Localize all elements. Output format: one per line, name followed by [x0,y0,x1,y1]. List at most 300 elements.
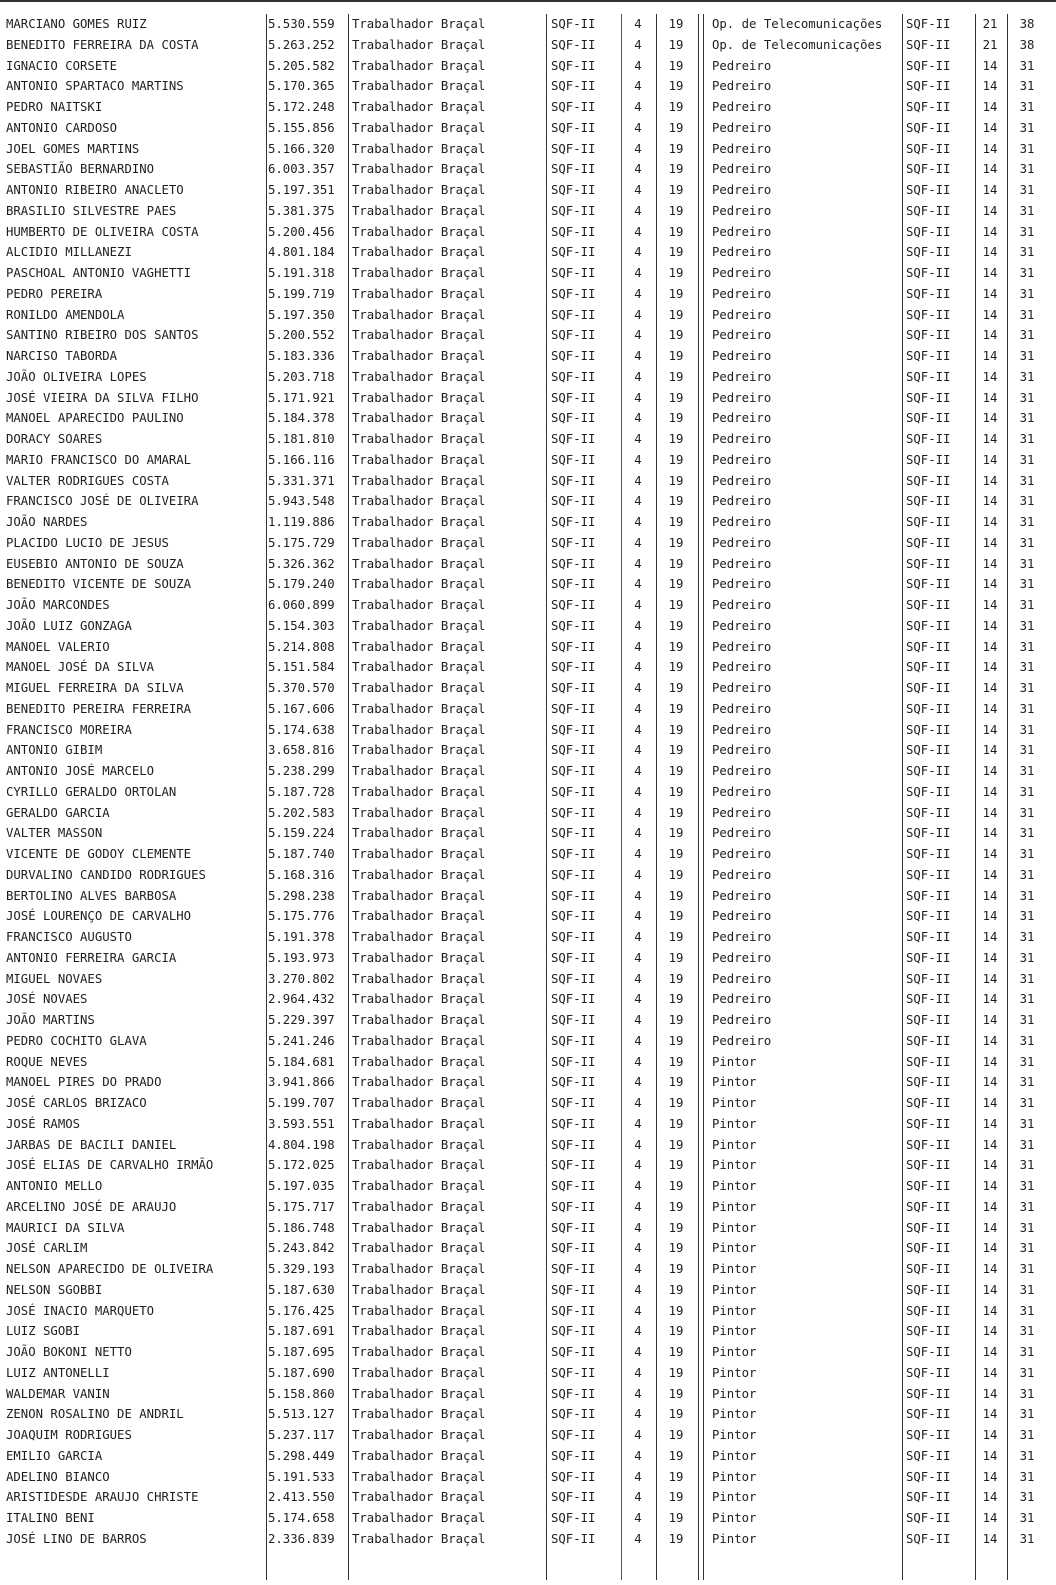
current-grade: 19 [668,950,684,965]
new-reference: 14 [982,79,998,94]
new-reference: 14 [982,1116,998,1131]
new-reference: 14 [982,1386,998,1401]
new-grade: 31 [1019,432,1035,446]
employee-name: NELSON SGOBBI [6,1282,103,1297]
registration-number: 5.174.638 [268,722,335,737]
new-reference: 14 [982,1179,998,1193]
employee-name: JOSÉ INACIO MARQUETO [6,1303,155,1318]
registration-number: 5.184.378 [268,411,335,426]
employee-name: JOÃO NARDES [6,515,88,529]
new-reference: 14 [982,432,998,446]
table-row [0,989,1056,1010]
new-reference: 14 [982,577,998,592]
new-grade: 31 [1019,701,1035,716]
new-reference: 14 [982,1262,998,1276]
current-grade: 19 [668,1324,684,1339]
current-grade: 19 [668,224,684,239]
employee-name: CYRILLO GERALDO ORTOLAN [6,784,177,799]
table-row [0,1238,1056,1259]
new-grade: 31 [1019,1324,1035,1339]
current-grade: 19 [668,805,684,820]
current-position: Trabalhador Braçal [352,930,486,944]
current-reference: 4 [634,100,642,114]
employee-name: FRANCISCO MOREIRA [6,722,132,737]
new-grade: 31 [1019,328,1035,343]
table-row [0,388,1056,409]
new-table: SQF-II [906,826,951,841]
new-reference: 14 [982,494,998,509]
new-grade: 31 [1019,867,1035,882]
employee-name: MAURICI DA SILVA [6,1220,125,1235]
current-grade: 19 [668,1469,684,1484]
registration-number: 5.151.584 [268,660,335,675]
new-position: Pedreiro [712,120,772,135]
new-position: Pedreiro [712,598,772,612]
current-position: Trabalhador Braçal [352,473,486,488]
new-reference: 14 [982,681,998,695]
current-grade: 19 [668,203,684,218]
new-position: Pedreiro [712,349,772,363]
current-grade: 19 [668,245,684,260]
column-rule [698,14,699,1580]
current-reference: 4 [634,58,642,73]
new-grade: 31 [1019,1407,1035,1422]
new-reference: 14 [982,722,998,737]
current-reference: 4 [634,432,642,446]
current-table: SQF-II [551,1054,596,1069]
employee-name: PEDRO PEREIRA [6,286,103,301]
new-grade: 31 [1019,1262,1035,1276]
registration-number: 5.193.973 [268,950,335,965]
current-reference: 4 [634,1365,642,1380]
current-reference: 4 [634,328,642,343]
new-table: SQF-II [906,618,951,633]
new-grade: 31 [1019,58,1035,73]
current-grade: 19 [668,120,684,135]
current-reference: 4 [634,494,642,509]
table-row [0,1384,1056,1405]
employee-name: MANOEL JOSÉ DA SILVA [6,660,155,675]
current-reference: 4 [634,784,642,799]
current-reference: 4 [634,867,642,882]
table-row [0,1487,1056,1508]
current-reference: 4 [634,847,642,861]
current-grade: 19 [668,473,684,488]
current-table: SQF-II [551,764,596,778]
current-grade: 19 [668,1137,684,1152]
current-grade: 19 [668,1365,684,1380]
current-reference: 4 [634,266,642,280]
employee-name: ADELINO BIANCO [6,1469,110,1484]
new-position: Pedreiro [712,266,772,280]
table-row [0,284,1056,305]
employee-name: ANTONIO JOSÉ MARCELO [6,764,155,778]
new-table: SQF-II [906,494,951,509]
registration-number: 5.298.449 [268,1448,335,1463]
registration-number: 5.187.728 [268,784,335,799]
new-grade: 31 [1019,1241,1035,1256]
current-reference: 4 [634,1324,642,1339]
employee-name: FRANCISCO JOSÉ DE OLIVEIRA [6,494,199,509]
new-position: Pintor [712,1365,757,1380]
new-position: Pedreiro [712,183,772,197]
new-grade: 31 [1019,1448,1035,1463]
new-table: SQF-II [906,1469,951,1484]
current-reference: 4 [634,660,642,675]
current-reference: 4 [634,577,642,592]
new-grade: 31 [1019,1490,1035,1505]
current-position: Trabalhador Braçal [352,1511,486,1525]
new-grade: 31 [1019,1511,1035,1525]
table-row [0,1467,1056,1488]
new-grade: 31 [1019,1199,1035,1214]
new-position: Pedreiro [712,307,772,322]
table-row [0,1072,1056,1093]
current-grade: 19 [668,1490,684,1505]
current-position: Trabalhador Braçal [352,1469,486,1484]
employee-name: JOSÉ CARLIM [6,1241,88,1256]
new-position: Pedreiro [712,286,772,301]
new-table: SQF-II [906,369,951,384]
table-row [0,1280,1056,1301]
new-grade: 38 [1019,37,1035,52]
new-position: Pedreiro [712,494,772,509]
new-grade: 31 [1019,1282,1035,1297]
registration-number: 4.801.184 [268,245,335,260]
employee-name: MANOEL VALERIO [6,639,110,654]
employee-name: HUMBERTO DE OLIVEIRA COSTA [6,224,199,239]
current-reference: 4 [634,411,642,426]
current-table: SQF-II [551,266,596,280]
new-table: SQF-II [906,120,951,135]
current-table: SQF-II [551,1448,596,1463]
table-row [0,699,1056,720]
table-row [0,1425,1056,1446]
current-reference: 4 [634,1075,642,1090]
new-grade: 31 [1019,452,1035,467]
new-grade: 31 [1019,535,1035,550]
new-position: Pintor [712,1075,757,1090]
new-position: Pintor [712,1469,757,1484]
current-table: SQF-II [551,1531,596,1546]
table-row [0,1093,1056,1114]
current-position: Trabalhador Braçal [352,266,486,280]
current-position: Trabalhador Braçal [352,950,486,965]
column-rule [1007,14,1008,1580]
current-grade: 19 [668,1448,684,1463]
current-table: SQF-II [551,37,596,52]
new-table: SQF-II [906,1428,951,1442]
new-grade: 31 [1019,1075,1035,1090]
current-table: SQF-II [551,867,596,882]
new-grade: 31 [1019,764,1035,778]
new-grade: 31 [1019,307,1035,322]
new-position: Pedreiro [712,805,772,820]
current-grade: 19 [668,369,684,384]
current-reference: 4 [634,224,642,239]
registration-number: 5.199.719 [268,286,335,301]
new-grade: 31 [1019,79,1035,94]
new-grade: 31 [1019,847,1035,861]
new-table: SQF-II [906,473,951,488]
registration-number: 5.174.658 [268,1511,335,1525]
current-position: Trabalhador Braçal [352,1241,486,1256]
current-table: SQF-II [551,971,596,986]
new-position: Pedreiro [712,639,772,654]
new-position: Pedreiro [712,390,772,405]
registration-number: 5.187.630 [268,1282,335,1297]
current-table: SQF-II [551,369,596,384]
registration-number: 5.183.336 [268,349,335,363]
new-position: Pedreiro [712,556,772,571]
registration-number: 5.187.740 [268,847,335,861]
new-reference: 14 [982,452,998,467]
new-table: SQF-II [906,100,951,114]
new-reference: 14 [982,1075,998,1090]
new-position: Pintor [712,1241,757,1256]
current-grade: 19 [668,971,684,986]
new-table: SQF-II [906,17,951,31]
registration-number: 5.191.318 [268,266,335,280]
current-grade: 19 [668,79,684,94]
registration-number: 5.168.316 [268,867,335,882]
new-table: SQF-II [906,1096,951,1110]
table-row [0,1529,1056,1550]
new-position: Pedreiro [712,577,772,592]
new-position: Pedreiro [712,847,772,861]
new-position: Pintor [712,1096,757,1110]
new-grade: 31 [1019,992,1035,1007]
new-grade: 31 [1019,494,1035,509]
column-rule [266,14,267,1580]
table-row [0,1176,1056,1197]
current-table: SQF-II [551,1469,596,1484]
current-grade: 19 [668,577,684,592]
registration-number: 5.530.559 [268,17,335,31]
current-reference: 4 [634,681,642,695]
employee-name: ANTONIO MELLO [6,1179,103,1193]
new-grade: 31 [1019,909,1035,924]
new-table: SQF-II [906,909,951,924]
new-table: SQF-II [906,1054,951,1069]
current-table: SQF-II [551,1365,596,1380]
table-row [0,1363,1056,1384]
registration-number: 5.200.456 [268,224,335,239]
new-reference: 14 [982,556,998,571]
current-reference: 4 [634,971,642,986]
table-row [0,720,1056,741]
current-position: Trabalhador Braçal [352,100,486,114]
new-reference: 14 [982,328,998,343]
new-grade: 31 [1019,598,1035,612]
registration-number: 2.413.550 [268,1490,335,1505]
new-reference: 14 [982,369,998,384]
current-reference: 4 [634,1345,642,1359]
employee-name: JARBAS DE BACILI DANIEL [6,1137,177,1152]
top-rule [0,0,1056,6]
table-row [0,657,1056,678]
new-reference: 14 [982,847,998,861]
new-table: SQF-II [906,1033,951,1048]
registration-number: 5.238.299 [268,764,335,778]
table-row [0,1301,1056,1322]
current-grade: 19 [668,909,684,924]
current-position: Trabalhador Braçal [352,390,486,405]
registration-number: 5.229.397 [268,1013,335,1027]
current-grade: 19 [668,867,684,882]
current-grade: 19 [668,1386,684,1401]
current-grade: 19 [668,1407,684,1422]
new-position: Pedreiro [712,701,772,716]
current-reference: 4 [634,1054,642,1069]
current-position: Trabalhador Braçal [352,971,486,986]
current-reference: 4 [634,701,642,716]
current-reference: 4 [634,1013,642,1027]
current-table: SQF-II [551,1013,596,1027]
employee-name: ANTONIO RIBEIRO ANACLETO [6,183,184,197]
table-row [0,305,1056,326]
current-position: Trabalhador Braçal [352,349,486,363]
new-position: Pintor [712,1199,757,1214]
new-position: Pintor [712,1282,757,1297]
current-position: Trabalhador Braçal [352,909,486,924]
new-table: SQF-II [906,515,951,529]
current-grade: 19 [668,660,684,675]
current-position: Trabalhador Braçal [352,1054,486,1069]
new-reference: 14 [982,1365,998,1380]
current-position: Trabalhador Braçal [352,681,486,695]
table-row [0,222,1056,243]
employee-name: RONILDO AMENDOLA [6,307,125,322]
current-table: SQF-II [551,183,596,197]
registration-number: 5.200.552 [268,328,335,343]
current-table: SQF-II [551,1033,596,1048]
new-reference: 14 [982,245,998,260]
current-grade: 19 [668,535,684,550]
current-position: Trabalhador Braçal [352,1386,486,1401]
current-grade: 19 [668,452,684,467]
new-reference: 14 [982,618,998,633]
current-grade: 19 [668,266,684,280]
employee-name: SANTINO RIBEIRO DOS SANTOS [6,328,199,343]
registration-number: 5.237.117 [268,1428,335,1442]
new-reference: 14 [982,1469,998,1484]
table-row [0,637,1056,658]
current-table: SQF-II [551,556,596,571]
new-reference: 14 [982,867,998,882]
current-position: Trabalhador Braçal [352,1158,486,1173]
current-reference: 4 [634,369,642,384]
registration-number: 4.804.198 [268,1137,335,1152]
current-table: SQF-II [551,805,596,820]
registration-number: 3.658.816 [268,743,335,758]
employee-name: DURVALINO CANDIDO RODRIGUES [6,867,206,882]
new-reference: 14 [982,888,998,903]
current-table: SQF-II [551,494,596,509]
new-reference: 14 [982,598,998,612]
current-reference: 4 [634,37,642,52]
current-reference: 4 [634,743,642,758]
current-grade: 19 [668,37,684,52]
current-grade: 19 [668,17,684,31]
current-grade: 19 [668,1199,684,1214]
current-position: Trabalhador Braçal [352,1220,486,1235]
new-reference: 14 [982,1490,998,1505]
employee-name: MANOEL PIRES DO PRADO [6,1075,162,1090]
current-reference: 4 [634,1220,642,1235]
table-row [0,948,1056,969]
employee-name: JOEL GOMES MARTINS [6,141,140,156]
current-reference: 4 [634,535,642,550]
new-reference: 14 [982,1096,998,1110]
employee-name: ITALINO BENI [6,1511,95,1525]
current-table: SQF-II [551,992,596,1007]
registration-number: 5.172.248 [268,100,335,114]
registration-number: 5.187.695 [268,1345,335,1359]
registration-number: 5.205.582 [268,58,335,73]
table-row [0,1052,1056,1073]
new-position: Pedreiro [712,452,772,467]
registration-number: 3.593.551 [268,1116,335,1131]
current-table: SQF-II [551,639,596,654]
new-reference: 14 [982,1220,998,1235]
employee-name: ROQUE NEVES [6,1054,88,1069]
current-position: Trabalhador Braçal [352,141,486,156]
table-row [0,367,1056,388]
current-reference: 4 [634,1386,642,1401]
table-row [0,97,1056,118]
new-grade: 31 [1019,1469,1035,1484]
current-table: SQF-II [551,515,596,529]
current-table: SQF-II [551,349,596,363]
current-position: Trabalhador Braçal [352,598,486,612]
current-position: Trabalhador Braçal [352,535,486,550]
table-row [0,139,1056,160]
current-grade: 19 [668,598,684,612]
registration-number: 5.197.350 [268,307,335,322]
current-reference: 4 [634,349,642,363]
new-reference: 14 [982,535,998,550]
new-reference: 14 [982,1137,998,1152]
new-position: Pedreiro [712,203,772,218]
new-reference: 14 [982,349,998,363]
current-table: SQF-II [551,307,596,322]
registration-number: 5.184.681 [268,1054,335,1069]
current-reference: 4 [634,307,642,322]
current-reference: 4 [634,390,642,405]
new-grade: 31 [1019,369,1035,384]
new-table: SQF-II [906,1324,951,1339]
current-reference: 4 [634,888,642,903]
new-grade: 31 [1019,162,1035,177]
current-position: Trabalhador Braçal [352,1033,486,1048]
new-position: Pedreiro [712,58,772,73]
employee-name: JOSÉ CARLOS BRIZACO [6,1096,147,1110]
current-reference: 4 [634,452,642,467]
registration-number: 5.381.375 [268,203,335,218]
current-grade: 19 [668,1282,684,1297]
new-table: SQF-II [906,784,951,799]
table-row [0,761,1056,782]
current-position: Trabalhador Braçal [352,1096,486,1110]
column-rule [975,14,976,1580]
new-position: Pedreiro [712,100,772,114]
new-position: Pedreiro [712,909,772,924]
current-grade: 19 [668,1116,684,1131]
current-table: SQF-II [551,1137,596,1152]
table-row [0,429,1056,450]
new-table: SQF-II [906,1220,951,1235]
